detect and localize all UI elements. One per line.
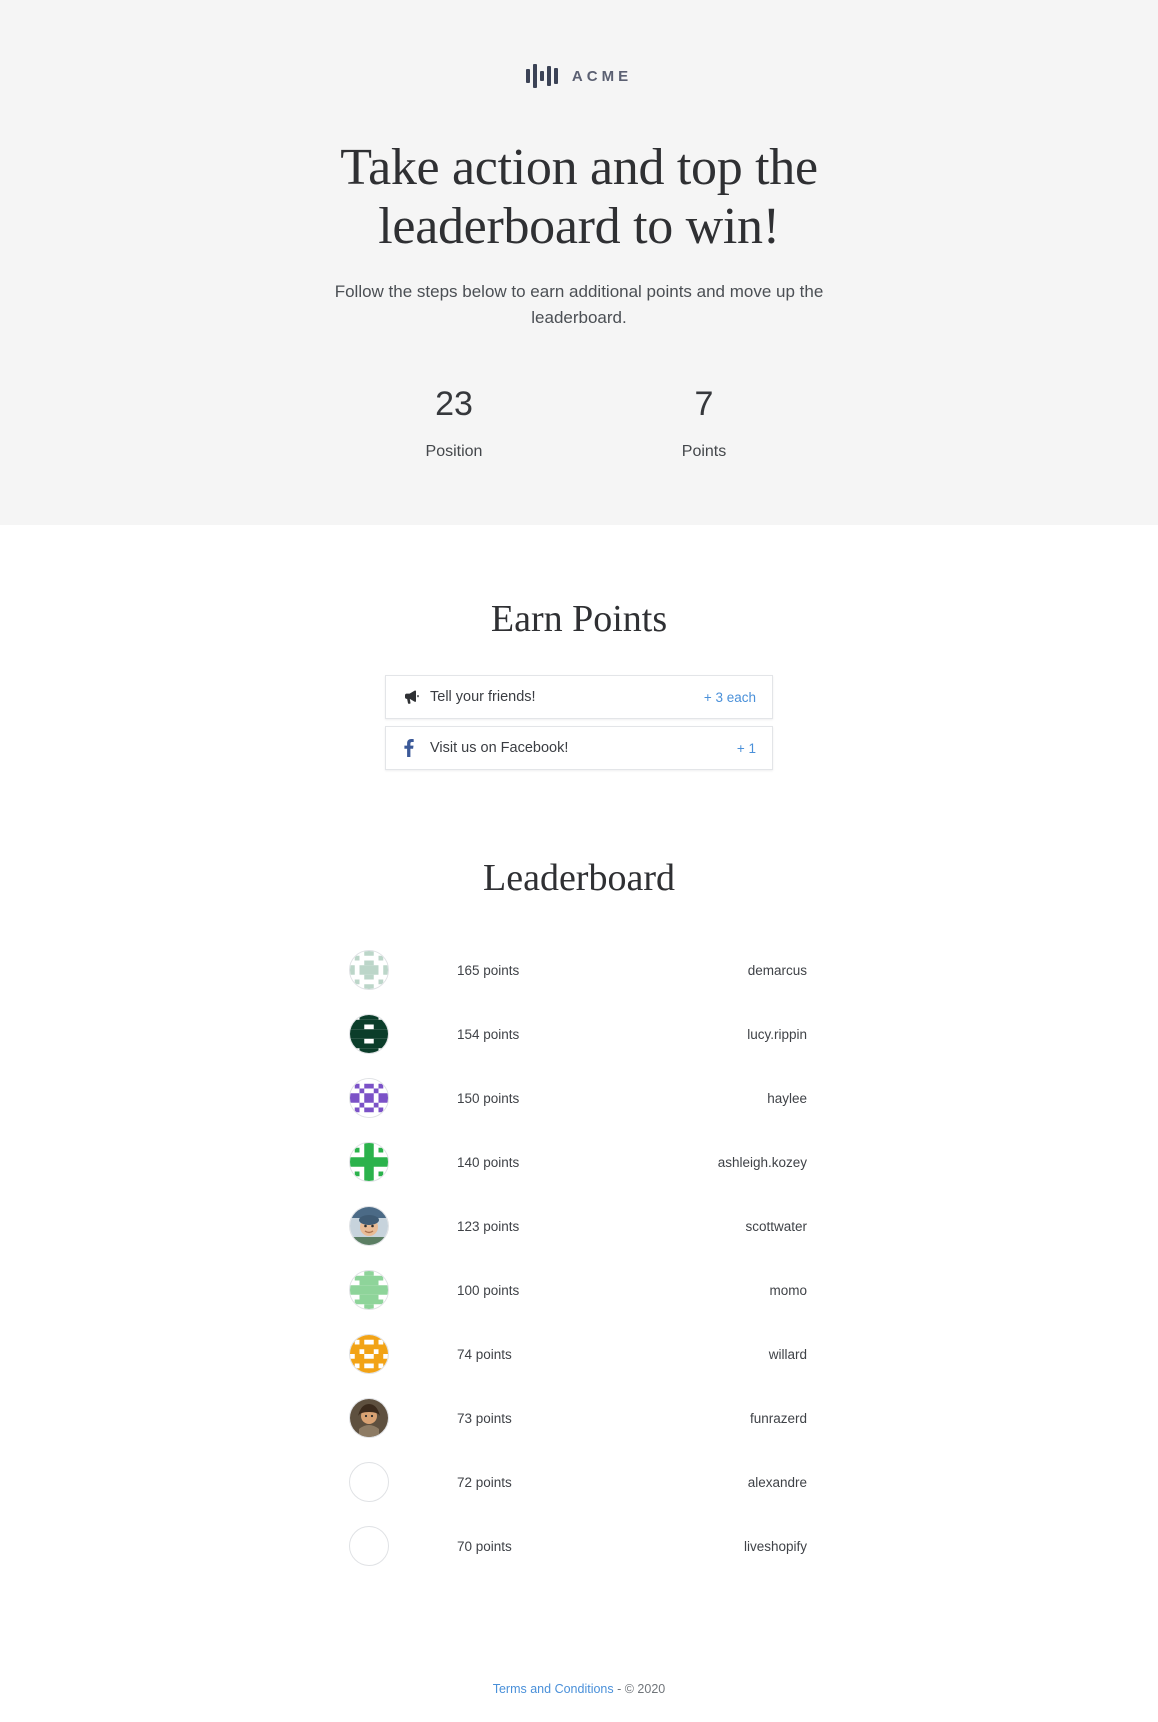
leaderboard-list	[349, 938, 809, 1668]
row-points: 123 points	[457, 1218, 520, 1234]
megaphone-icon	[404, 690, 430, 704]
avatar	[349, 1462, 389, 1502]
table-row	[349, 1386, 809, 1450]
avatar	[349, 1014, 389, 1054]
row-points: 72 points	[457, 1474, 512, 1490]
row-name: scottwater	[745, 1218, 807, 1234]
action-visit-facebook-label: Visit us on Facebook!	[430, 740, 569, 757]
facebook-icon	[404, 739, 430, 757]
row-points: 100 points	[457, 1282, 520, 1298]
action-tell-friends-label: Tell your friends!	[430, 689, 536, 706]
avatar	[349, 950, 389, 990]
avatar	[349, 1078, 389, 1118]
row-points: 165 points	[457, 962, 520, 978]
table-row	[349, 938, 809, 1002]
stat-points-value: 7	[694, 385, 714, 424]
action-visit-facebook-points: + 1	[736, 740, 756, 756]
avatar	[349, 1270, 389, 1310]
footer	[0, 1668, 1158, 1722]
row-points: 154 points	[457, 1026, 520, 1042]
action-tell-friends[interactable]	[385, 675, 773, 719]
row-name: ashleigh.kozey	[717, 1154, 807, 1170]
avatar	[349, 1334, 389, 1374]
table-row	[349, 1130, 809, 1194]
copyright-text: - © 2020	[613, 1682, 666, 1697]
soundbars-icon	[526, 63, 558, 89]
page-subtitle: Follow the steps below to earn additional points and move up the leaderboard.	[334, 281, 824, 327]
row-name: liveshopify	[743, 1538, 807, 1554]
table-row	[349, 1194, 809, 1258]
row-points: 150 points	[457, 1090, 520, 1106]
stats-row	[0, 387, 1158, 461]
table-row	[349, 1066, 809, 1130]
row-points: 70 points	[457, 1538, 512, 1554]
stat-position-value: 23	[435, 385, 473, 424]
main-content	[0, 525, 1158, 1668]
table-row	[349, 1450, 809, 1514]
action-tell-friends-points: + 3 each	[703, 689, 756, 705]
stat-position	[329, 387, 579, 461]
row-points: 74 points	[457, 1346, 512, 1362]
page-title: Take action and top the leaderboard to win!	[340, 139, 818, 256]
avatar	[349, 1398, 389, 1438]
action-visit-facebook[interactable]	[385, 726, 773, 770]
avatar	[349, 1526, 389, 1566]
row-name: demarcus	[747, 962, 807, 978]
stat-points-label: Points	[681, 443, 727, 461]
earn-points-list	[385, 675, 773, 770]
brand-name: ACME	[571, 67, 633, 85]
stat-position-label: Position	[425, 443, 483, 461]
earn-points-title: Earn Points	[490, 598, 668, 641]
row-name: momo	[769, 1282, 807, 1298]
stat-points	[579, 387, 829, 461]
row-name: alexandre	[747, 1474, 807, 1490]
row-name: funrazerd	[749, 1410, 807, 1426]
table-row	[349, 1002, 809, 1066]
table-row	[349, 1514, 809, 1578]
hero-section	[0, 0, 1158, 525]
table-row	[349, 1258, 809, 1322]
avatar	[349, 1142, 389, 1182]
avatar	[349, 1206, 389, 1246]
leaderboard-title: Leaderboard	[483, 857, 675, 900]
row-name: lucy.rippin	[747, 1026, 807, 1042]
row-points: 140 points	[457, 1154, 520, 1170]
table-row	[349, 1322, 809, 1386]
row-points: 73 points	[457, 1410, 512, 1426]
row-name: haylee	[767, 1090, 807, 1106]
brand-logo	[0, 56, 1158, 96]
terms-and-conditions-link[interactable]: Terms and Conditions	[492, 1682, 614, 1697]
row-name: willard	[768, 1346, 807, 1362]
